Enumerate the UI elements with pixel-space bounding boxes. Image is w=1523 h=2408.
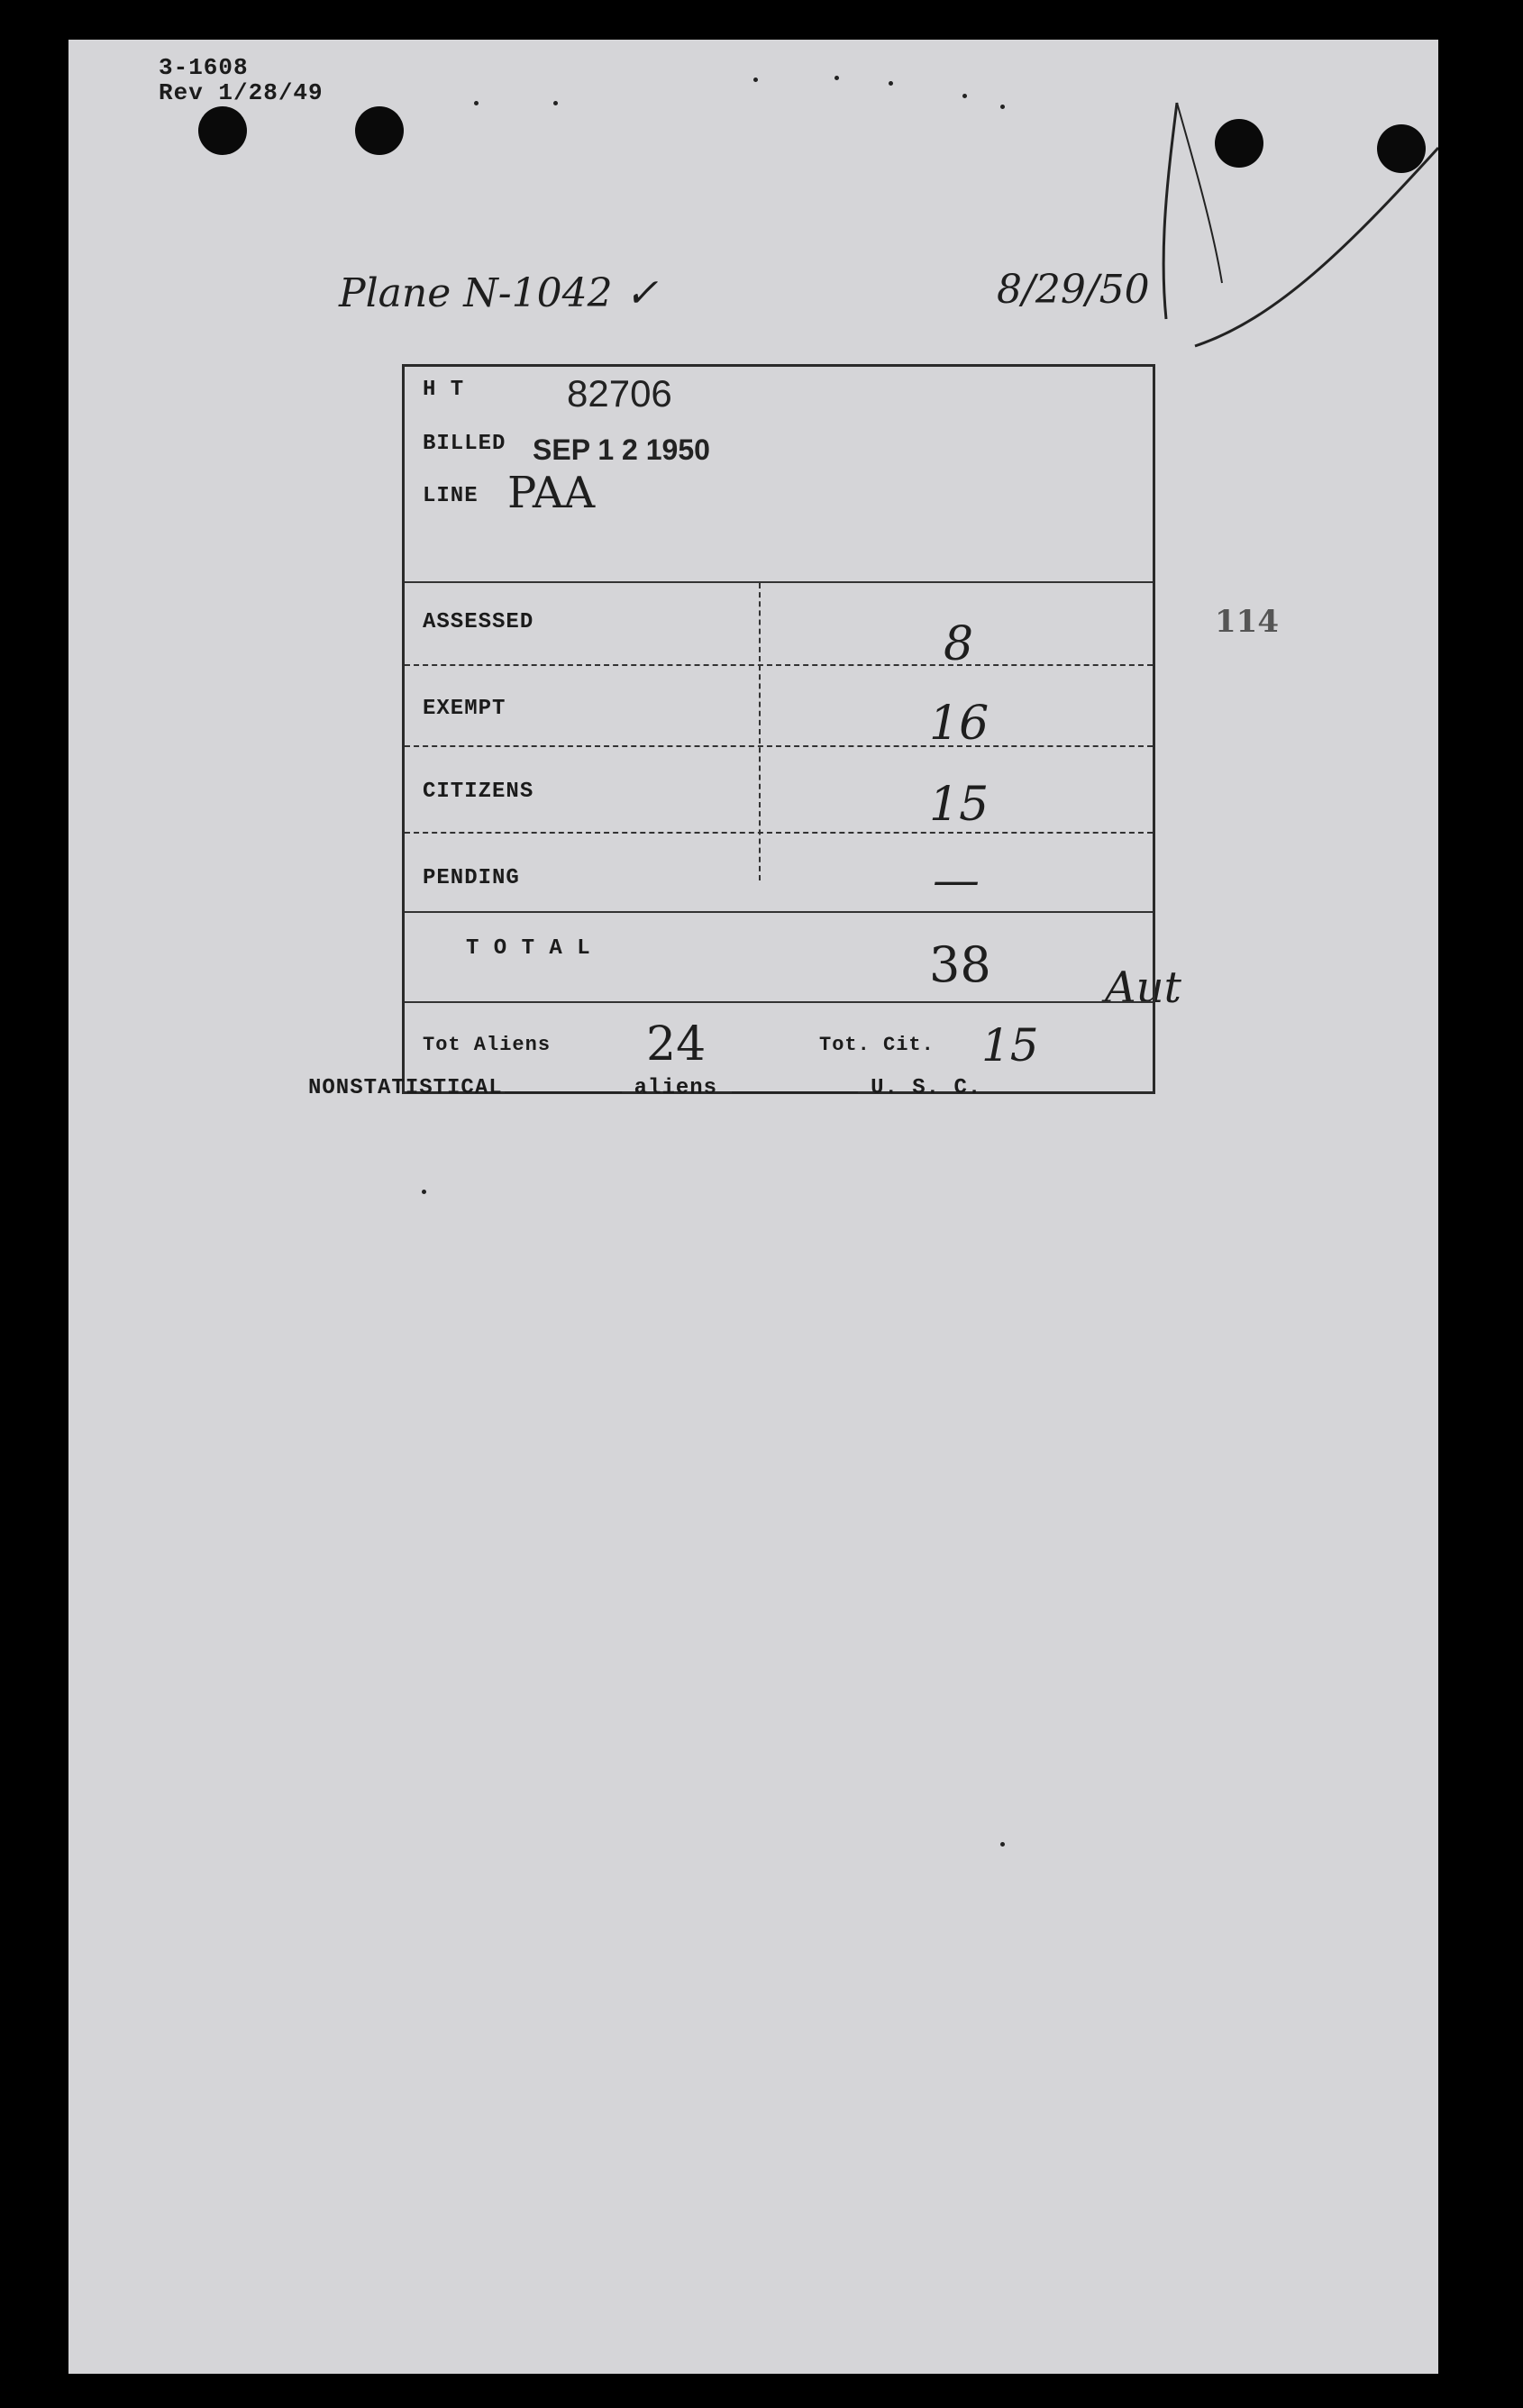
billed-stamp: SEP 1 2 1950 xyxy=(533,433,710,466)
nonstat-blank-2 xyxy=(732,1091,858,1093)
assessed-label: ASSESSED xyxy=(423,610,534,634)
tot-aliens-value: 24 xyxy=(646,1017,707,1072)
nonstat-label: NONSTATISTICAL xyxy=(308,1076,503,1100)
ht-label: H T xyxy=(423,378,465,402)
nonstat-line xyxy=(308,1076,981,1100)
nonstat-blank-1 xyxy=(505,1091,622,1093)
total-value: 38 xyxy=(929,936,991,993)
document-page xyxy=(68,40,1438,2374)
speck xyxy=(422,1190,426,1194)
speck xyxy=(474,101,479,105)
billed-label: BILLED xyxy=(423,432,506,456)
side-initials: Aut xyxy=(1105,962,1181,1013)
punch-hole-2 xyxy=(355,106,404,155)
exempt-label: EXEMPT xyxy=(423,697,506,721)
form-revision: Rev 1/28/49 xyxy=(159,79,324,106)
pending-label: PENDING xyxy=(423,866,520,890)
speck xyxy=(1000,1842,1005,1847)
nonstat-usc-label: U. S. C. xyxy=(871,1076,982,1100)
column-divider xyxy=(759,583,761,880)
page-stamp: 114 xyxy=(1215,604,1279,640)
total-label: T O T A L xyxy=(466,936,591,961)
tot-cit-label: Tot. Cit. xyxy=(819,1034,935,1056)
date-note: 8/29/50 xyxy=(997,267,1150,313)
citizens-label: CITIZENS xyxy=(423,780,534,804)
line-label: LINE xyxy=(423,484,479,508)
pen-stroke xyxy=(1042,67,1438,373)
tot-cit-value: 15 xyxy=(981,1019,1039,1072)
divider xyxy=(405,581,1153,583)
divider xyxy=(405,1001,1153,1003)
plane-note: Plane N-1042 ✓ xyxy=(339,270,659,316)
speck xyxy=(753,78,758,82)
speck xyxy=(889,81,893,86)
tot-aliens-label: Tot Aliens xyxy=(423,1034,552,1056)
citizens-value: 15 xyxy=(929,778,989,832)
ht-number: 82706 xyxy=(567,372,672,415)
divider xyxy=(405,832,1153,834)
nonstat-aliens-label: aliens xyxy=(634,1076,718,1100)
form-code: 3-1608 xyxy=(159,54,249,81)
punch-hole-1 xyxy=(198,106,247,155)
speck xyxy=(553,101,558,105)
line-value: PAA xyxy=(507,468,596,518)
divider xyxy=(405,745,1153,747)
speck xyxy=(962,94,967,98)
tally-form xyxy=(402,364,1155,1094)
speck xyxy=(1000,105,1005,109)
exempt-value: 16 xyxy=(929,697,989,751)
pending-value: — xyxy=(933,853,980,908)
divider xyxy=(405,911,1153,913)
divider xyxy=(405,664,1153,666)
assessed-value: 8 xyxy=(944,617,974,671)
speck xyxy=(834,76,839,80)
